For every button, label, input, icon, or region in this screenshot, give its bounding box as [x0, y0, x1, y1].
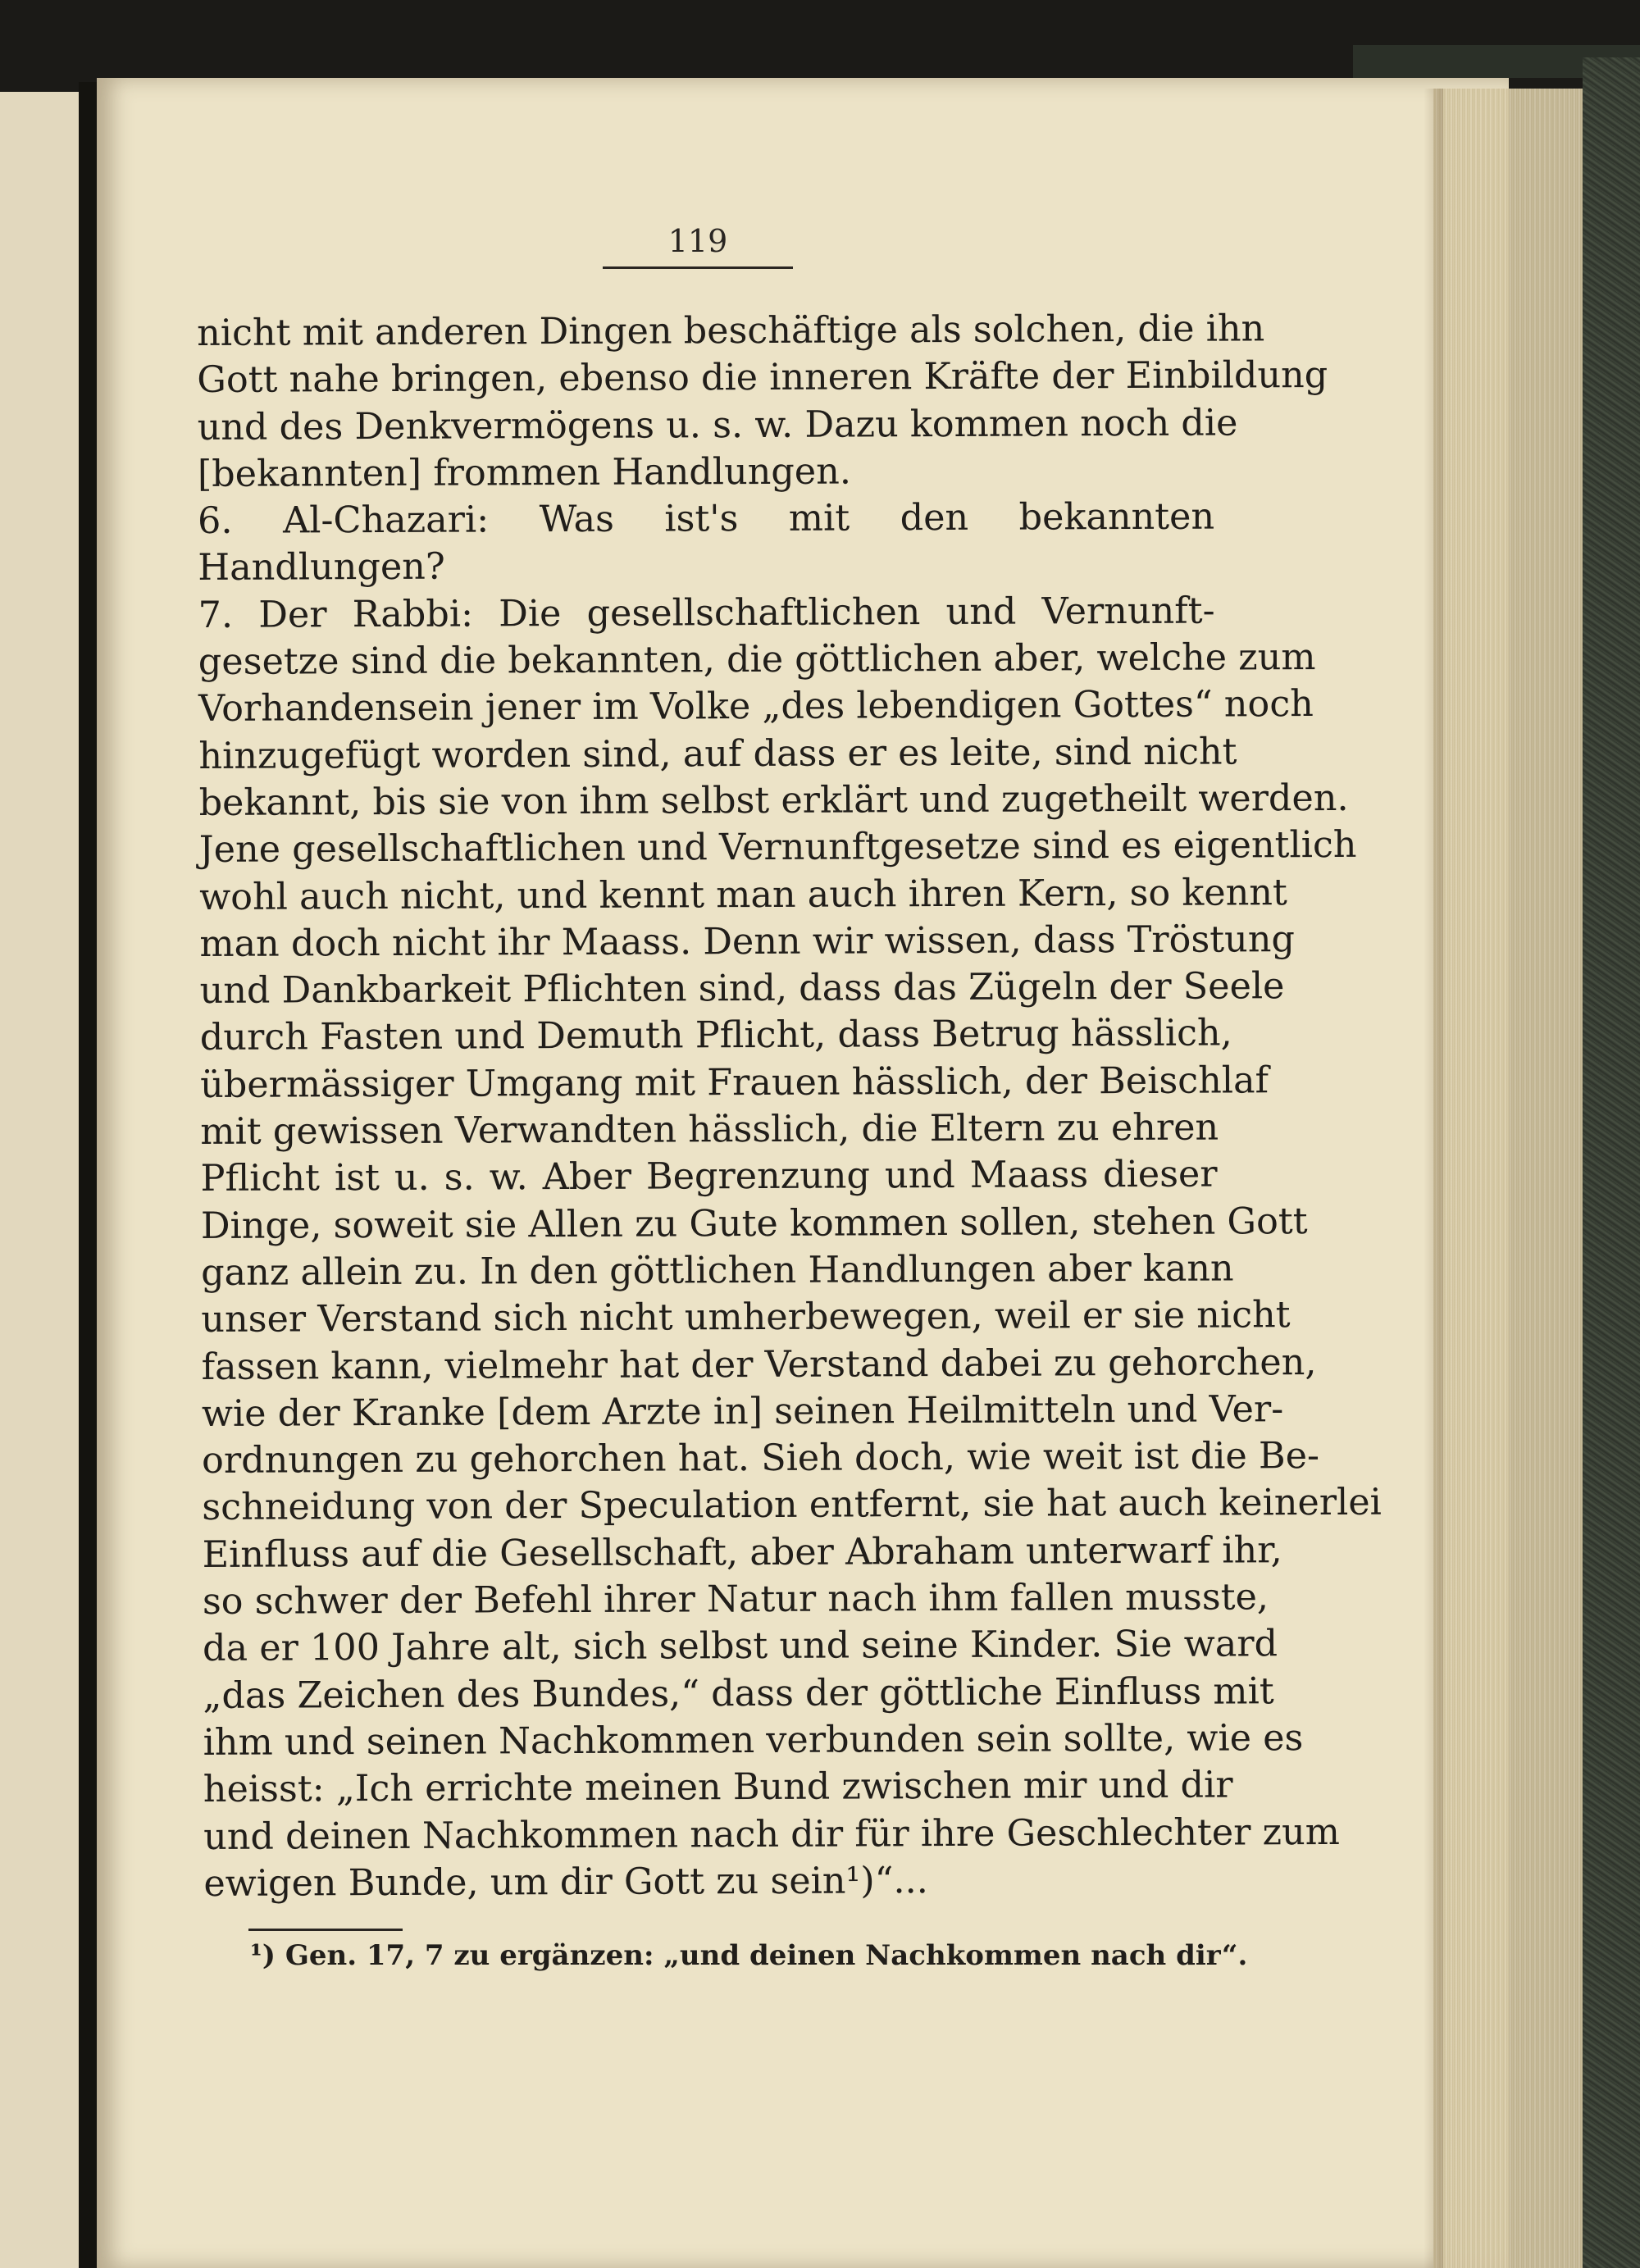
text-line: Handlungen? — [198, 546, 445, 590]
page-edges — [1433, 89, 1583, 2268]
text-line: Vorhandensein jener im Volke „des lebendigen Gottes“ noch — [198, 683, 1314, 731]
text-line: Jene gesellschaftlichen und Vernunftgesetze sind es eigentlich — [198, 824, 1357, 872]
text-line: und deinen Nachkommen nach dir für ihre Geschlechter zum — [203, 1810, 1341, 1858]
footnote: ¹) Gen. 17, 7 zu ergänzen: „und deinen Nachkommen nach dir“. — [250, 1939, 1248, 1972]
text-line: Dinge, soweit sie Allen zu Gute kommen sollen, stehen Gott — [200, 1200, 1308, 1247]
text-line: ganz allein zu. In den göttlichen Handlungen aber kann — [201, 1247, 1234, 1294]
text-line: übermässiger Umgang mit Frauen hässlich, der Beischlaf — [200, 1059, 1269, 1106]
text-line: Einfluss auf die Gesellschaft, aber Abraham unterwarf ihr, — [202, 1528, 1282, 1576]
text-line: ordnungen zu gehorchen hat. Sieh doch, wie weit ist die Be- — [202, 1435, 1320, 1482]
text-line: „das Zeichen des Bundes,“ dass der göttliche Einfluss mit — [203, 1669, 1274, 1717]
text-line: 6. Al-Chazari: Was ist's mit den bekannten — [198, 495, 1215, 543]
text-line: mit gewissen Verwandten hässlich, die Eltern zu ehren — [200, 1106, 1219, 1154]
text-line: und Dankbarkeit Pflichten sind, dass das Zügeln der Seele — [199, 965, 1285, 1013]
text-line: Gott nahe bringen, ebenso die inneren Kräfte der Einbildung — [197, 354, 1328, 402]
text-line: [bekannten] frommen Handlungen. — [197, 450, 852, 495]
book-gutter — [79, 82, 97, 2268]
text-line: gesetze sind die bekannten, die göttlichen aber, welche zum — [198, 636, 1316, 684]
page-number: 119 — [667, 223, 728, 259]
text-line: 7. Der Rabbi: Die gesellschaftlichen und Vernunft- — [198, 590, 1215, 636]
text-line: durch Fasten und Demuth Pflicht, dass Betrug hässlich, — [199, 1012, 1232, 1059]
text-line: und des Denkvermögens u. s. w. Dazu kommen noch die — [197, 402, 1238, 449]
text-line: unser Verstand sich nicht umherbewegen, weil er sie nicht — [201, 1294, 1291, 1341]
text-line: schneidung von der Speculation entfernt, sie hat auch keinerlei — [202, 1482, 1382, 1529]
footnote-rule — [248, 1929, 403, 1931]
text-line: ihm und seinen Nachkommen verbunden sein sollte, wie es — [203, 1717, 1304, 1764]
page-edge-shadow — [1424, 89, 1443, 2268]
text-line: da er 100 Jahre alt, sich selbst und seine Kinder. Sie ward — [203, 1623, 1278, 1670]
text-line: Pflicht ist u. s. w. Aber Begrenzung und Maass dieser — [200, 1153, 1218, 1200]
text-line: ewigen Bunde, um dir Gott zu sein¹)“... — [203, 1859, 928, 1905]
text-line: bekannt, bis sie von ihm selbst erklärt und zugetheilt werden. — [198, 776, 1349, 824]
book-cover-edge — [1583, 57, 1640, 2268]
text-line: hinzugefügt worden sind, auf dass er es leite, sind nicht — [198, 731, 1237, 777]
text-line: wohl auch nicht, und kennt man auch ihren Kern, so kennt — [199, 871, 1287, 918]
page-number-rule — [603, 266, 793, 269]
text-line: nicht mit anderen Dingen beschäftige als solchen, die ihn — [197, 307, 1265, 354]
text-line: so schwer der Befehl ihrer Natur nach ihm fallen musste, — [202, 1576, 1269, 1624]
text-line: fassen kann, vielmehr hat der Verstand dabei zu gehorchen, — [201, 1341, 1317, 1388]
text-line: wie der Kranke [dem Arzte in] seinen Heilmitteln und Ver- — [201, 1388, 1284, 1435]
text-line: man doch nicht ihr Maass. Denn wir wissen, dass Tröstung — [199, 918, 1296, 965]
text-line: heisst: „Ich errichte meinen Bund zwischen mir und dir — [203, 1764, 1233, 1811]
body-text — [197, 306, 1382, 1907]
previous-page-edge — [0, 92, 79, 2268]
